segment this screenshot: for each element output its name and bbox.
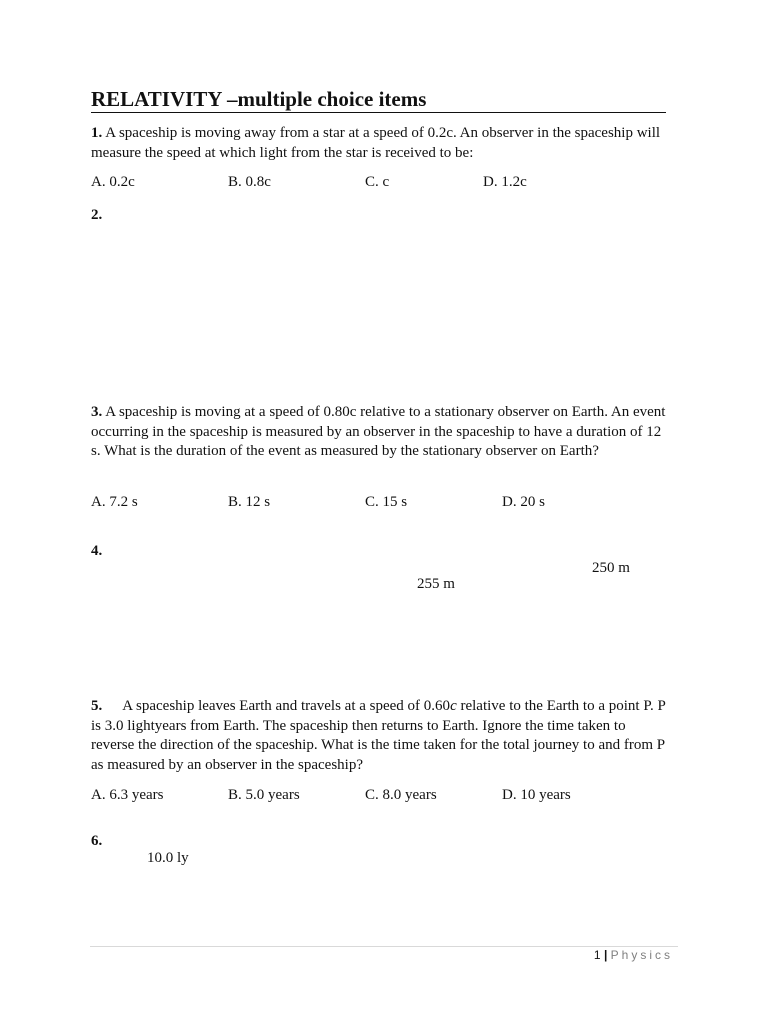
footer-subject: Physics [610, 948, 673, 962]
option-c: C. 8.0 years [365, 787, 437, 803]
question-number: 3. [91, 404, 103, 420]
option-d: D. 1.2c [483, 174, 527, 190]
footer-separator: | [603, 948, 608, 962]
question-6-number: 6. [91, 833, 103, 849]
question-3 [91, 403, 671, 462]
question-number: 1. [91, 125, 103, 141]
page-number: 1 [593, 948, 601, 962]
option-d: D. 10 years [502, 787, 571, 803]
page-footer [594, 948, 673, 962]
option-a: A. 7.2 s [91, 494, 138, 510]
option-c: C. c [365, 174, 390, 190]
page-title: RELATIVITY –multiple choice items [91, 86, 666, 113]
distance-label: 250 m [592, 560, 630, 576]
option-d: D. 20 s [502, 494, 545, 510]
question-text: A spaceship is moving away from a star at a speed of 0.2c. An observer in the spaceship will measure the speed at which light from the star is received to be: [91, 125, 661, 161]
question-text: A spaceship is moving at a speed of 0.80c relative to a stationary observer on Earth. An event occurring in the spaceship is measured by an observer in the spaceship to have a duration of 12 s. What is the duration of the event as measured by the stationary observer on Earth? [91, 404, 666, 459]
question-text: A spaceship leaves Earth and travels at a speed of 0.60 [122, 698, 451, 714]
question-number: 5. [91, 698, 103, 714]
question-text-italic: c [450, 698, 457, 714]
option-b: B. 5.0 years [228, 787, 300, 803]
question-4-number: 4. [91, 543, 103, 559]
question-2-number: 2. [91, 207, 103, 223]
footer-divider [90, 946, 678, 947]
option-b: B. 0.8c [228, 174, 271, 190]
question-5 [91, 697, 671, 775]
option-a: A. 0.2c [91, 174, 135, 190]
distance-label: 10.0 ly [147, 850, 189, 866]
question-1 [91, 124, 671, 163]
option-b: B. 12 s [228, 494, 271, 510]
option-a: A. 6.3 years [91, 787, 164, 803]
question-text: relative to the Earth to a point P. P is 3.0 lightyears from Earth. The spaceship then returns to Earth. Ignore the time taken to reverse the direction of the spaceship. What is the time taken for the total journey to and from P as measured by an observer in the spaceship? [91, 698, 666, 773]
distance-label: 255 m [417, 576, 455, 592]
option-c: C. 15 s [365, 494, 408, 510]
